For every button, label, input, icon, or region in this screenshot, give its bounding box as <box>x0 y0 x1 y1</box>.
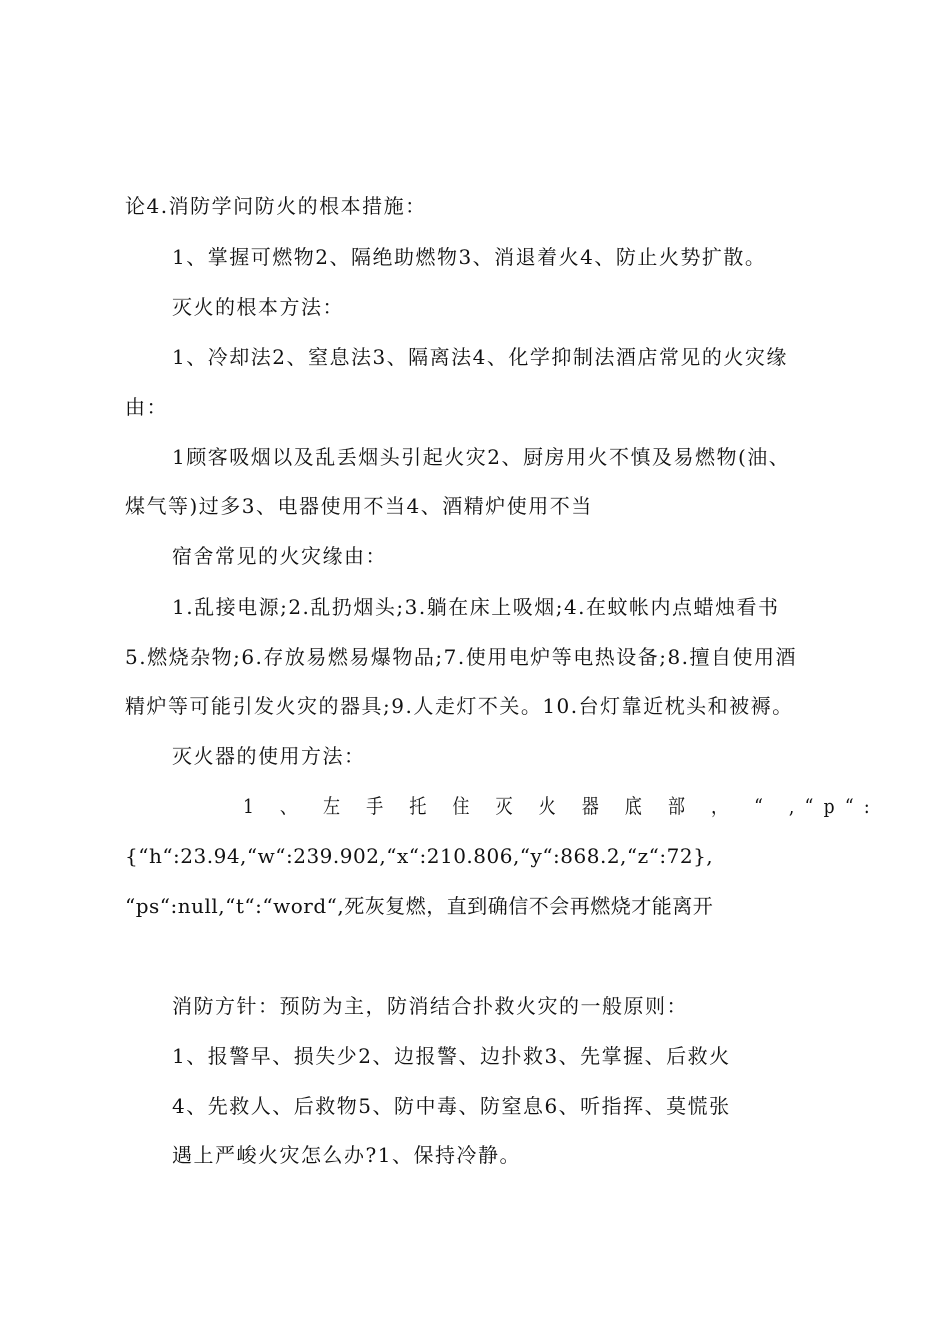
text-line-2: 1、掌握可燃物2、隔绝助燃物3、消退着火4、防止火势扩散。 <box>172 245 767 269</box>
text-line-9: 1.乱接电源;2.乱扔烟头;3.躺在床上吸烟;4.在蚊帐内点蜡烛看书 <box>172 595 780 619</box>
text-line-11: 精炉等可能引发火灾的器具;9.人走灯不关。10.台灯靠近枕头和被褥。 <box>125 694 794 718</box>
text-line-19: 遇上严峻火灾怎么办?1、保持冷静。 <box>172 1143 521 1167</box>
text-line-6: 1顾客吸烟以及乱丢烟头引起火灾2、厨房用火不慎及易燃物(油、 <box>172 445 791 469</box>
text-line-16: 消防方针：预防为主，防消结合扑救火灾的一般原则： <box>172 994 688 1018</box>
text-line-18: 4、先救人、后救物5、防中毒、防窒息6、听指挥、莫慌张 <box>172 1094 731 1118</box>
text-line-1: 论4.消防学问防火的根本措施： <box>125 194 427 218</box>
text-line-5: 由： <box>125 395 168 419</box>
text-line-14: {“h“:23.94,“w“:239.902,“x“:210.806,“y“:868.2,“z“:72}, <box>125 844 714 868</box>
text-line-15: “ps“:null,“t“:“word“,死灰复燃，直到确信不会再燃烧才能离开 <box>125 894 714 918</box>
text-line-17: 1、报警早、损失少2、边报警、边扑救3、先掌握、后救火 <box>172 1044 731 1068</box>
text-line-10: 5.燃烧杂物;6.存放易燃易爆物品;7.使用电炉等电热设备;8.擅自使用酒 <box>125 645 798 669</box>
text-line-4: 1、冷却法2、窒息法3、隔离法4、化学抑制法酒店常见的火灾缘 <box>172 345 788 369</box>
text-line-8: 宿舍常见的火灾缘由： <box>172 544 387 568</box>
text-line-13: 1 、 左 手 托 住 灭 火 器 底 部 ， “ ,“p“: <box>243 794 880 818</box>
text-line-7: 煤气等)过多3、电器使用不当4、酒精炉使用不当 <box>125 494 593 518</box>
text-line-3: 灭火的根本方法： <box>172 295 344 319</box>
text-line-12: 灭火器的使用方法： <box>172 744 366 768</box>
